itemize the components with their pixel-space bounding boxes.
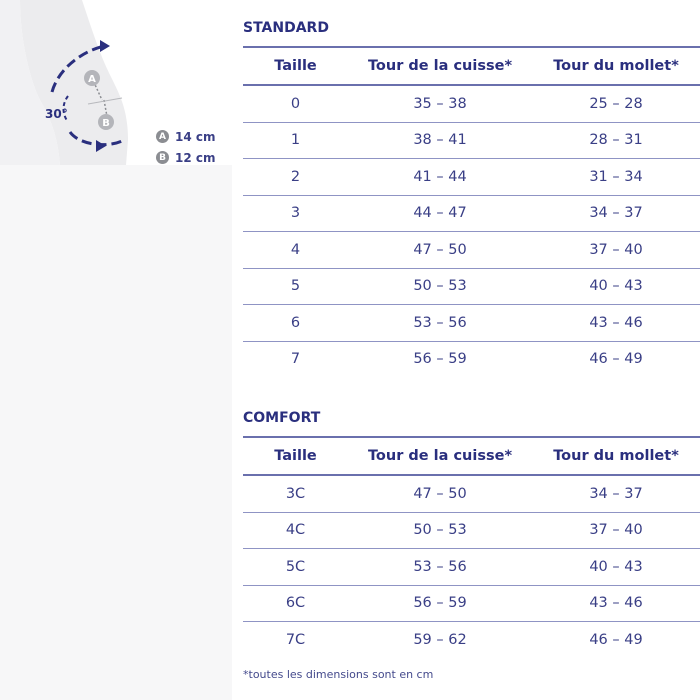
cell-thigh: 50 – 53 (348, 268, 532, 305)
cell-size: 3C (243, 475, 348, 512)
cell-size: 4C (243, 512, 348, 549)
table-row (243, 585, 700, 622)
cell-calf: 46 – 49 (589, 631, 643, 648)
legend-value-a: 14 cm (175, 129, 216, 144)
arrow-head-icon (100, 40, 110, 52)
legend-value-b: 12 cm (175, 150, 216, 165)
cell-calf: 37 – 40 (532, 232, 700, 269)
table-row (243, 622, 700, 658)
cell-calf: 40 – 43 (532, 268, 700, 305)
table-row (243, 268, 700, 305)
table-row (243, 341, 700, 377)
legend-row-b (156, 147, 216, 168)
cell-size: 2 (243, 159, 348, 196)
marker-b-label: B (102, 118, 110, 129)
cell-thigh: 50 – 53 (348, 512, 532, 549)
cell-thigh: 56 – 59 (413, 351, 467, 368)
legend-row-a (156, 126, 216, 147)
cell-size: 6C (243, 585, 348, 622)
cell-size: 0 (243, 85, 348, 122)
table-header-row (243, 47, 700, 85)
cell-calf: 34 – 37 (532, 195, 700, 232)
header-mollet: Tour du mollet* (532, 47, 700, 85)
cell-size: 6 (243, 305, 348, 342)
table-row (243, 512, 700, 549)
header-taille: Taille (243, 437, 348, 475)
left-panel (0, 0, 232, 700)
cell-thigh: 56 – 59 (348, 585, 532, 622)
legend-badge-b: B (156, 151, 169, 164)
cell-calf: 28 – 31 (532, 122, 700, 159)
cell-size: 7 (290, 351, 301, 368)
cell-thigh: 47 – 50 (348, 232, 532, 269)
table-row (243, 305, 700, 342)
cell-calf: 46 – 49 (589, 351, 643, 368)
cell-thigh: 38 – 41 (348, 122, 532, 159)
table-row (243, 85, 700, 122)
cell-thigh: 53 – 56 (348, 305, 532, 342)
cell-thigh: 44 – 47 (348, 195, 532, 232)
legend-badge-a: A (156, 130, 169, 143)
header-cuisse: Tour de la cuisse* (348, 437, 532, 475)
cell-size: 5C (243, 549, 348, 586)
cell-size: 3 (243, 195, 348, 232)
knee-measurement-illustration (0, 0, 232, 165)
cell-thigh: 35 – 38 (348, 85, 532, 122)
cell-calf: 43 – 46 (532, 585, 700, 622)
header-cuisse: Tour de la cuisse* (348, 47, 532, 85)
table-row (243, 122, 700, 159)
angle-label: 30° (45, 107, 68, 121)
table-header-row (243, 437, 700, 475)
cell-thigh: 47 – 50 (348, 475, 532, 512)
table-row (243, 159, 700, 196)
header-mollet: Tour du mollet* (532, 437, 700, 475)
table-row (243, 195, 700, 232)
cell-calf: 31 – 34 (532, 159, 700, 196)
cell-size: 5 (243, 268, 348, 305)
cell-calf: 25 – 28 (532, 85, 700, 122)
cell-calf: 34 – 37 (532, 475, 700, 512)
cell-size: 7C (285, 631, 306, 648)
cell-calf: 43 – 46 (532, 305, 700, 342)
standard-title: STANDARD (243, 20, 329, 36)
table-row (243, 475, 700, 512)
cell-size: 1 (243, 122, 348, 159)
table-row (243, 549, 700, 586)
marker-a-label: A (88, 74, 96, 85)
table-row (243, 232, 700, 269)
cell-calf: 40 – 43 (532, 549, 700, 586)
comfort-title: COMFORT (243, 410, 321, 426)
header-taille: Taille (243, 47, 348, 85)
cell-size: 4 (243, 232, 348, 269)
cell-calf: 37 – 40 (532, 512, 700, 549)
footnote: *toutes les dimensions sont en cm (243, 668, 434, 681)
standard-table (243, 46, 700, 377)
measure-legend (156, 126, 216, 168)
comfort-table (243, 436, 700, 658)
cell-thigh: 41 – 44 (348, 159, 532, 196)
cell-thigh: 53 – 56 (348, 549, 532, 586)
cell-thigh: 59 – 62 (413, 631, 467, 648)
